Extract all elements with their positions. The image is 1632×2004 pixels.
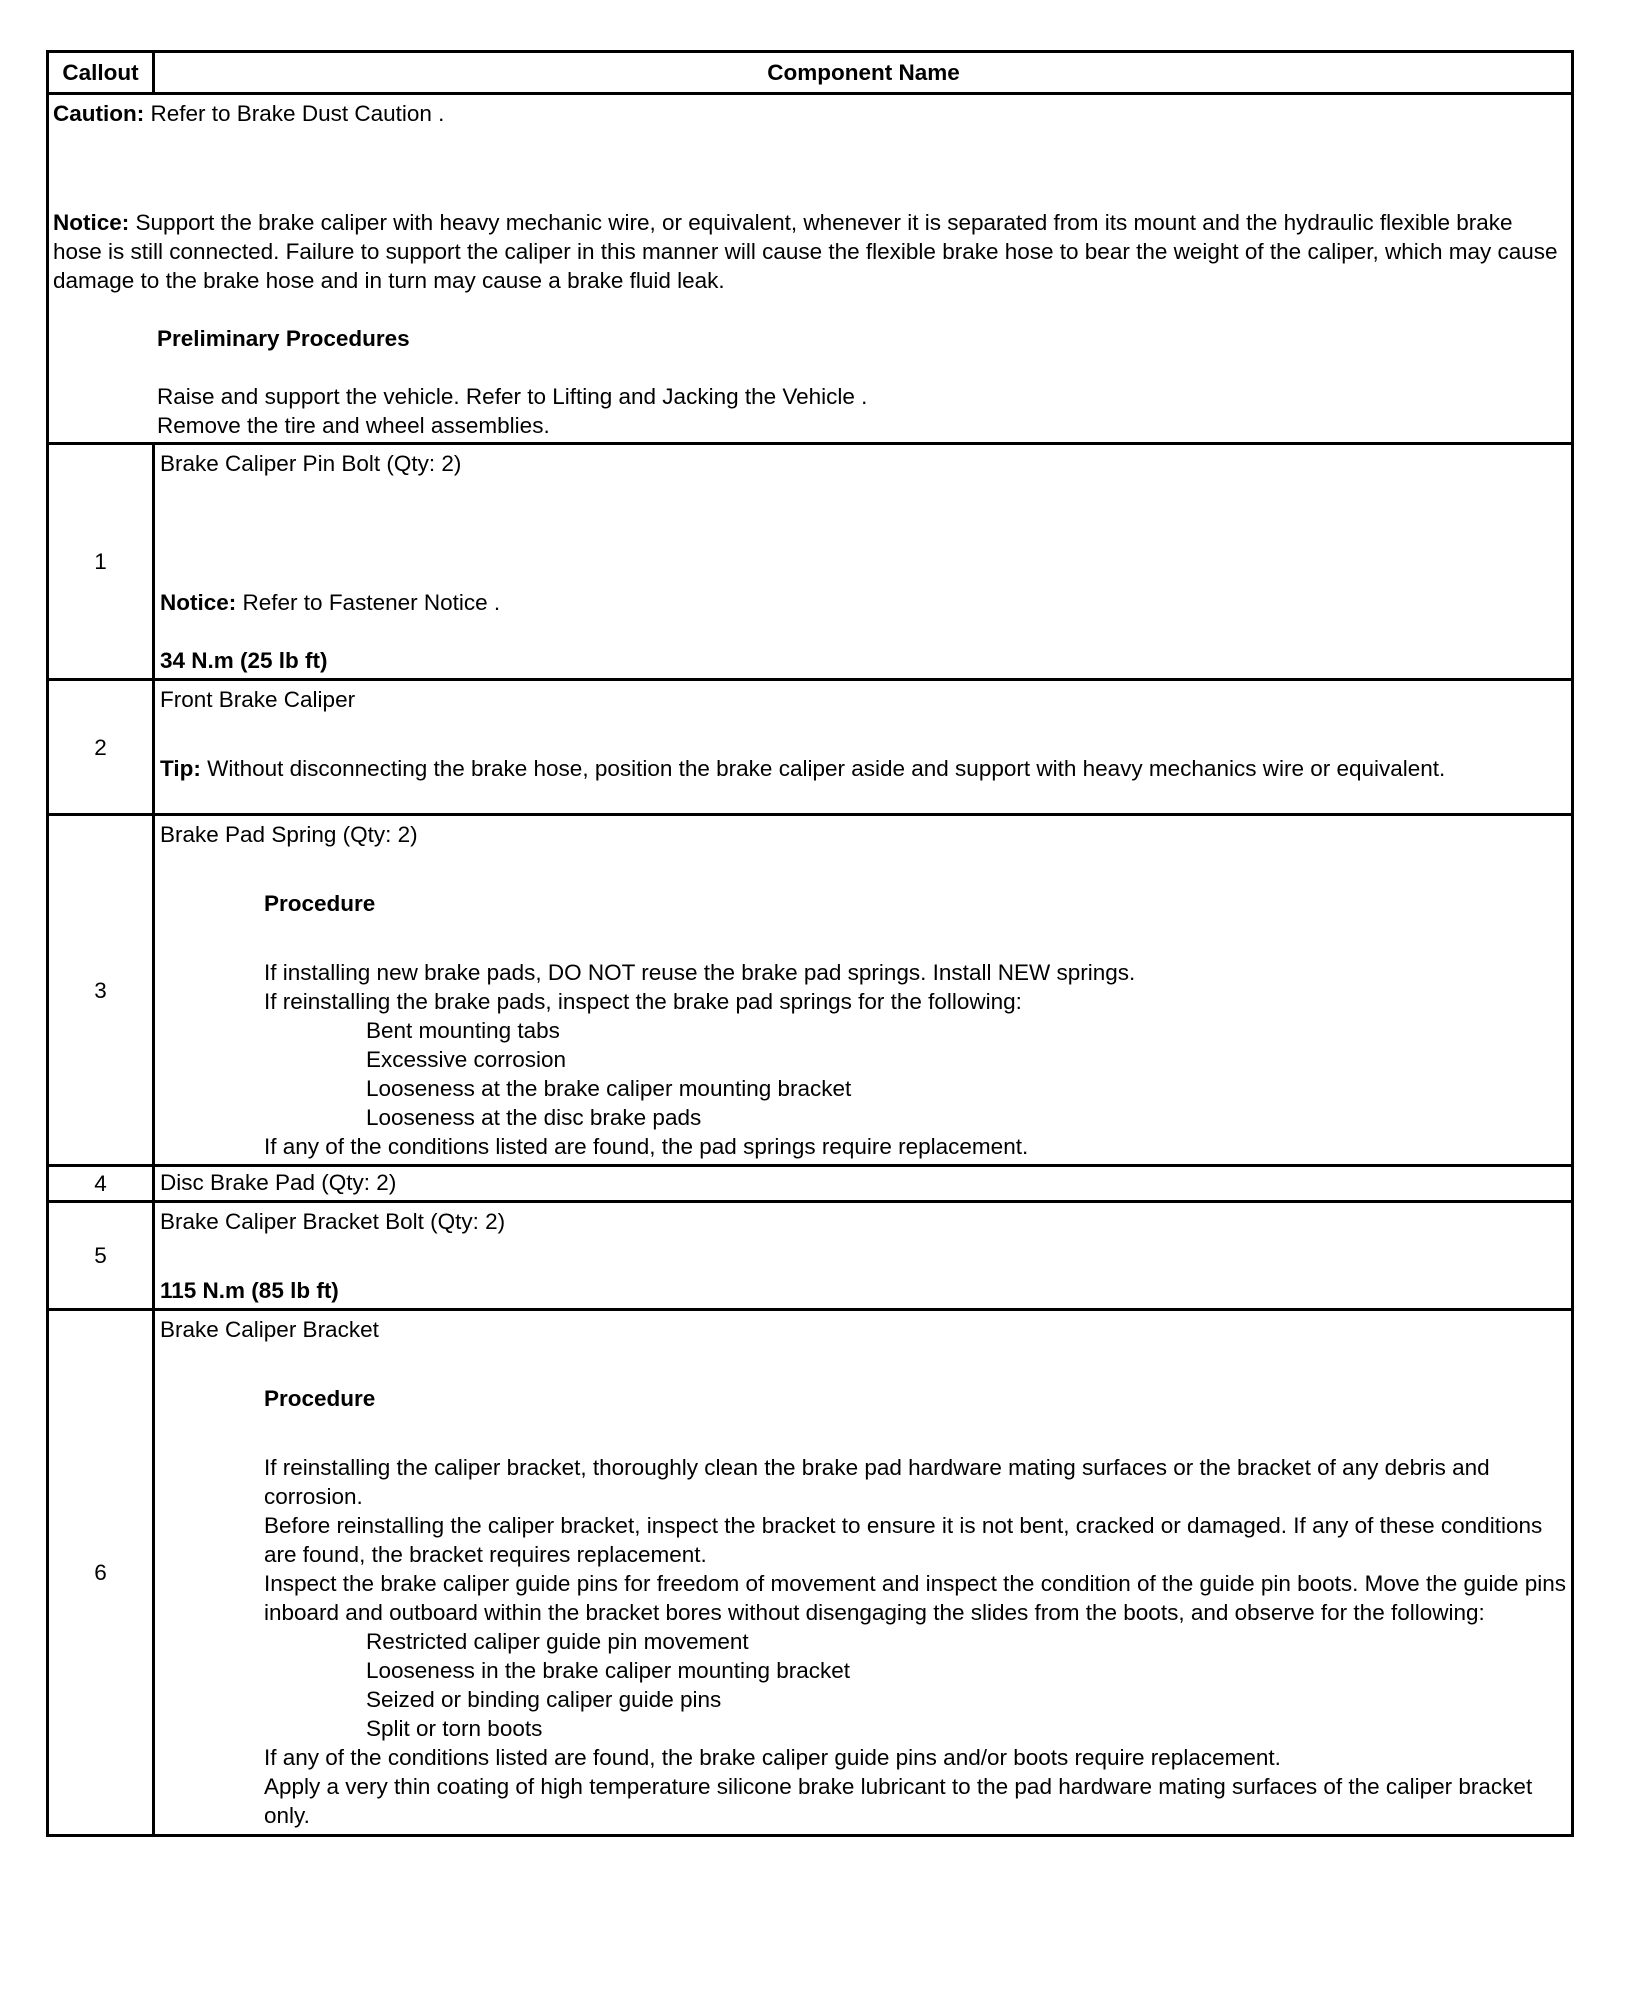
procedure-step: If reinstalling the caliper bracket, thoroughly clean the brake pad hardware mating surfaces or the bracket of any debris and corrosion. xyxy=(264,1455,1490,1509)
intro-row xyxy=(49,92,1571,442)
procedure-step: If any of the conditions listed are found, the brake caliper guide pins and/or boots require replacement. xyxy=(264,1745,1281,1770)
callout-number: 3 xyxy=(49,816,155,1164)
prelim-step: Raise and support the vehicle. Refer to Lifting and Jacking the Vehicle . xyxy=(157,384,868,409)
header-component-name: Component Name xyxy=(767,60,960,85)
component-name: Brake Caliper Bracket Bolt (Qty: 2) xyxy=(160,1209,506,1234)
callout-number: 1 xyxy=(49,445,155,678)
table-row xyxy=(49,442,1571,678)
component-name: Front Brake Caliper xyxy=(160,687,356,712)
procedure-step: Inspect the brake caliper guide pins for freedom of movement and inspect the condition of the guide pin boots. Move the guide pins inboard and outboard within the bracket bores without disengaging the slides from the boots, and observe for the following: xyxy=(264,1571,1567,1625)
table-header xyxy=(49,53,1571,92)
callout-number: 2 xyxy=(49,681,155,813)
component-name: Brake Caliper Bracket xyxy=(160,1317,379,1342)
procedure-subitem: Restricted caliper guide pin movement xyxy=(366,1629,749,1654)
caution-label: Caution: xyxy=(53,101,145,126)
torque-spec: 34 N.m (25 lb ft) xyxy=(160,648,328,673)
procedure-subitem: Looseness at the disc brake pads xyxy=(366,1105,702,1130)
intro-cell xyxy=(49,95,1571,442)
prelim-step: Remove the tire and wheel assemblies. xyxy=(157,413,550,438)
procedure-step: If any of the conditions listed are found, the pad springs require replacement. xyxy=(264,1134,1029,1159)
notice-label: Notice: xyxy=(160,590,237,615)
component-cell xyxy=(155,816,1571,1164)
table-row xyxy=(49,813,1571,1164)
component-cell xyxy=(155,445,1571,678)
torque-spec: 115 N.m (85 lb ft) xyxy=(160,1278,339,1303)
table-row xyxy=(49,1164,1571,1200)
procedure-subitem: Bent mounting tabs xyxy=(366,1018,560,1043)
callout-number: 5 xyxy=(49,1203,155,1308)
table-row xyxy=(49,1308,1571,1834)
component-name: Disc Brake Pad (Qty: 2) xyxy=(160,1170,397,1195)
procedure-step: If installing new brake pads, DO NOT reuse the brake pad springs. Install NEW springs. xyxy=(264,960,1136,985)
caution-line xyxy=(53,99,1567,128)
component-cell xyxy=(155,1311,1571,1834)
procedure-subitem: Seized or binding caliper guide pins xyxy=(366,1687,722,1712)
header-callout: Callout xyxy=(49,53,155,92)
component-table xyxy=(46,50,1574,1837)
procedure-step: Before reinstalling the caliper bracket, inspect the bracket to ensure it is not bent, cracked or damaged. If any of these conditions are found, the bracket requires replacement. xyxy=(264,1513,1543,1567)
component-cell xyxy=(155,1167,1571,1200)
procedure-subitem: Looseness at the brake caliper mounting bracket xyxy=(366,1076,852,1101)
component-name: Brake Pad Spring (Qty: 2) xyxy=(160,822,418,847)
notice-label: Notice: xyxy=(53,210,130,235)
procedure-subitem: Looseness in the brake caliper mounting bracket xyxy=(366,1658,851,1683)
procedure-title: Procedure xyxy=(264,891,376,916)
notice-text: Support the brake caliper with heavy mechanic wire, or equivalent, whenever it is separated from its mount and the hydraulic flexible brake hose is still connected. Failure to support the caliper in this manner will cause the flexible brake hose to bear the weight of the caliper, which may cause damage to the brake hose and in turn may cause a brake fluid leak. xyxy=(53,210,1558,293)
procedure-step: Apply a very thin coating of high temperature silicone brake lubricant to the pad hardware mating surfaces of the caliper bracket only. xyxy=(264,1774,1533,1828)
caution-text: Refer to Brake Dust Caution . xyxy=(150,101,445,126)
prelim-title: Preliminary Procedures xyxy=(157,326,410,351)
table-row xyxy=(49,1200,1571,1308)
procedure-title: Procedure xyxy=(264,1386,376,1411)
component-cell xyxy=(155,1203,1571,1308)
procedure-subitem: Excessive corrosion xyxy=(366,1047,567,1072)
notice-line xyxy=(160,588,1567,617)
component-name: Brake Caliper Pin Bolt (Qty: 2) xyxy=(160,451,462,476)
procedure-subitem: Split or torn boots xyxy=(366,1716,543,1741)
component-cell xyxy=(155,681,1571,813)
procedure-step: If reinstalling the brake pads, inspect the brake pad springs for the following: xyxy=(264,989,1022,1014)
callout-number: 4 xyxy=(49,1167,155,1200)
tip-text: Without disconnecting the brake hose, position the brake caliper aside and support with heavy mechanics wire or equivalent. xyxy=(207,756,1446,781)
tip-paragraph xyxy=(160,754,1567,783)
notice-paragraph xyxy=(53,208,1567,295)
tip-label: Tip: xyxy=(160,756,201,781)
notice-text: Refer to Fastener Notice . xyxy=(242,590,501,615)
callout-number: 6 xyxy=(49,1311,155,1834)
table-row xyxy=(49,678,1571,813)
